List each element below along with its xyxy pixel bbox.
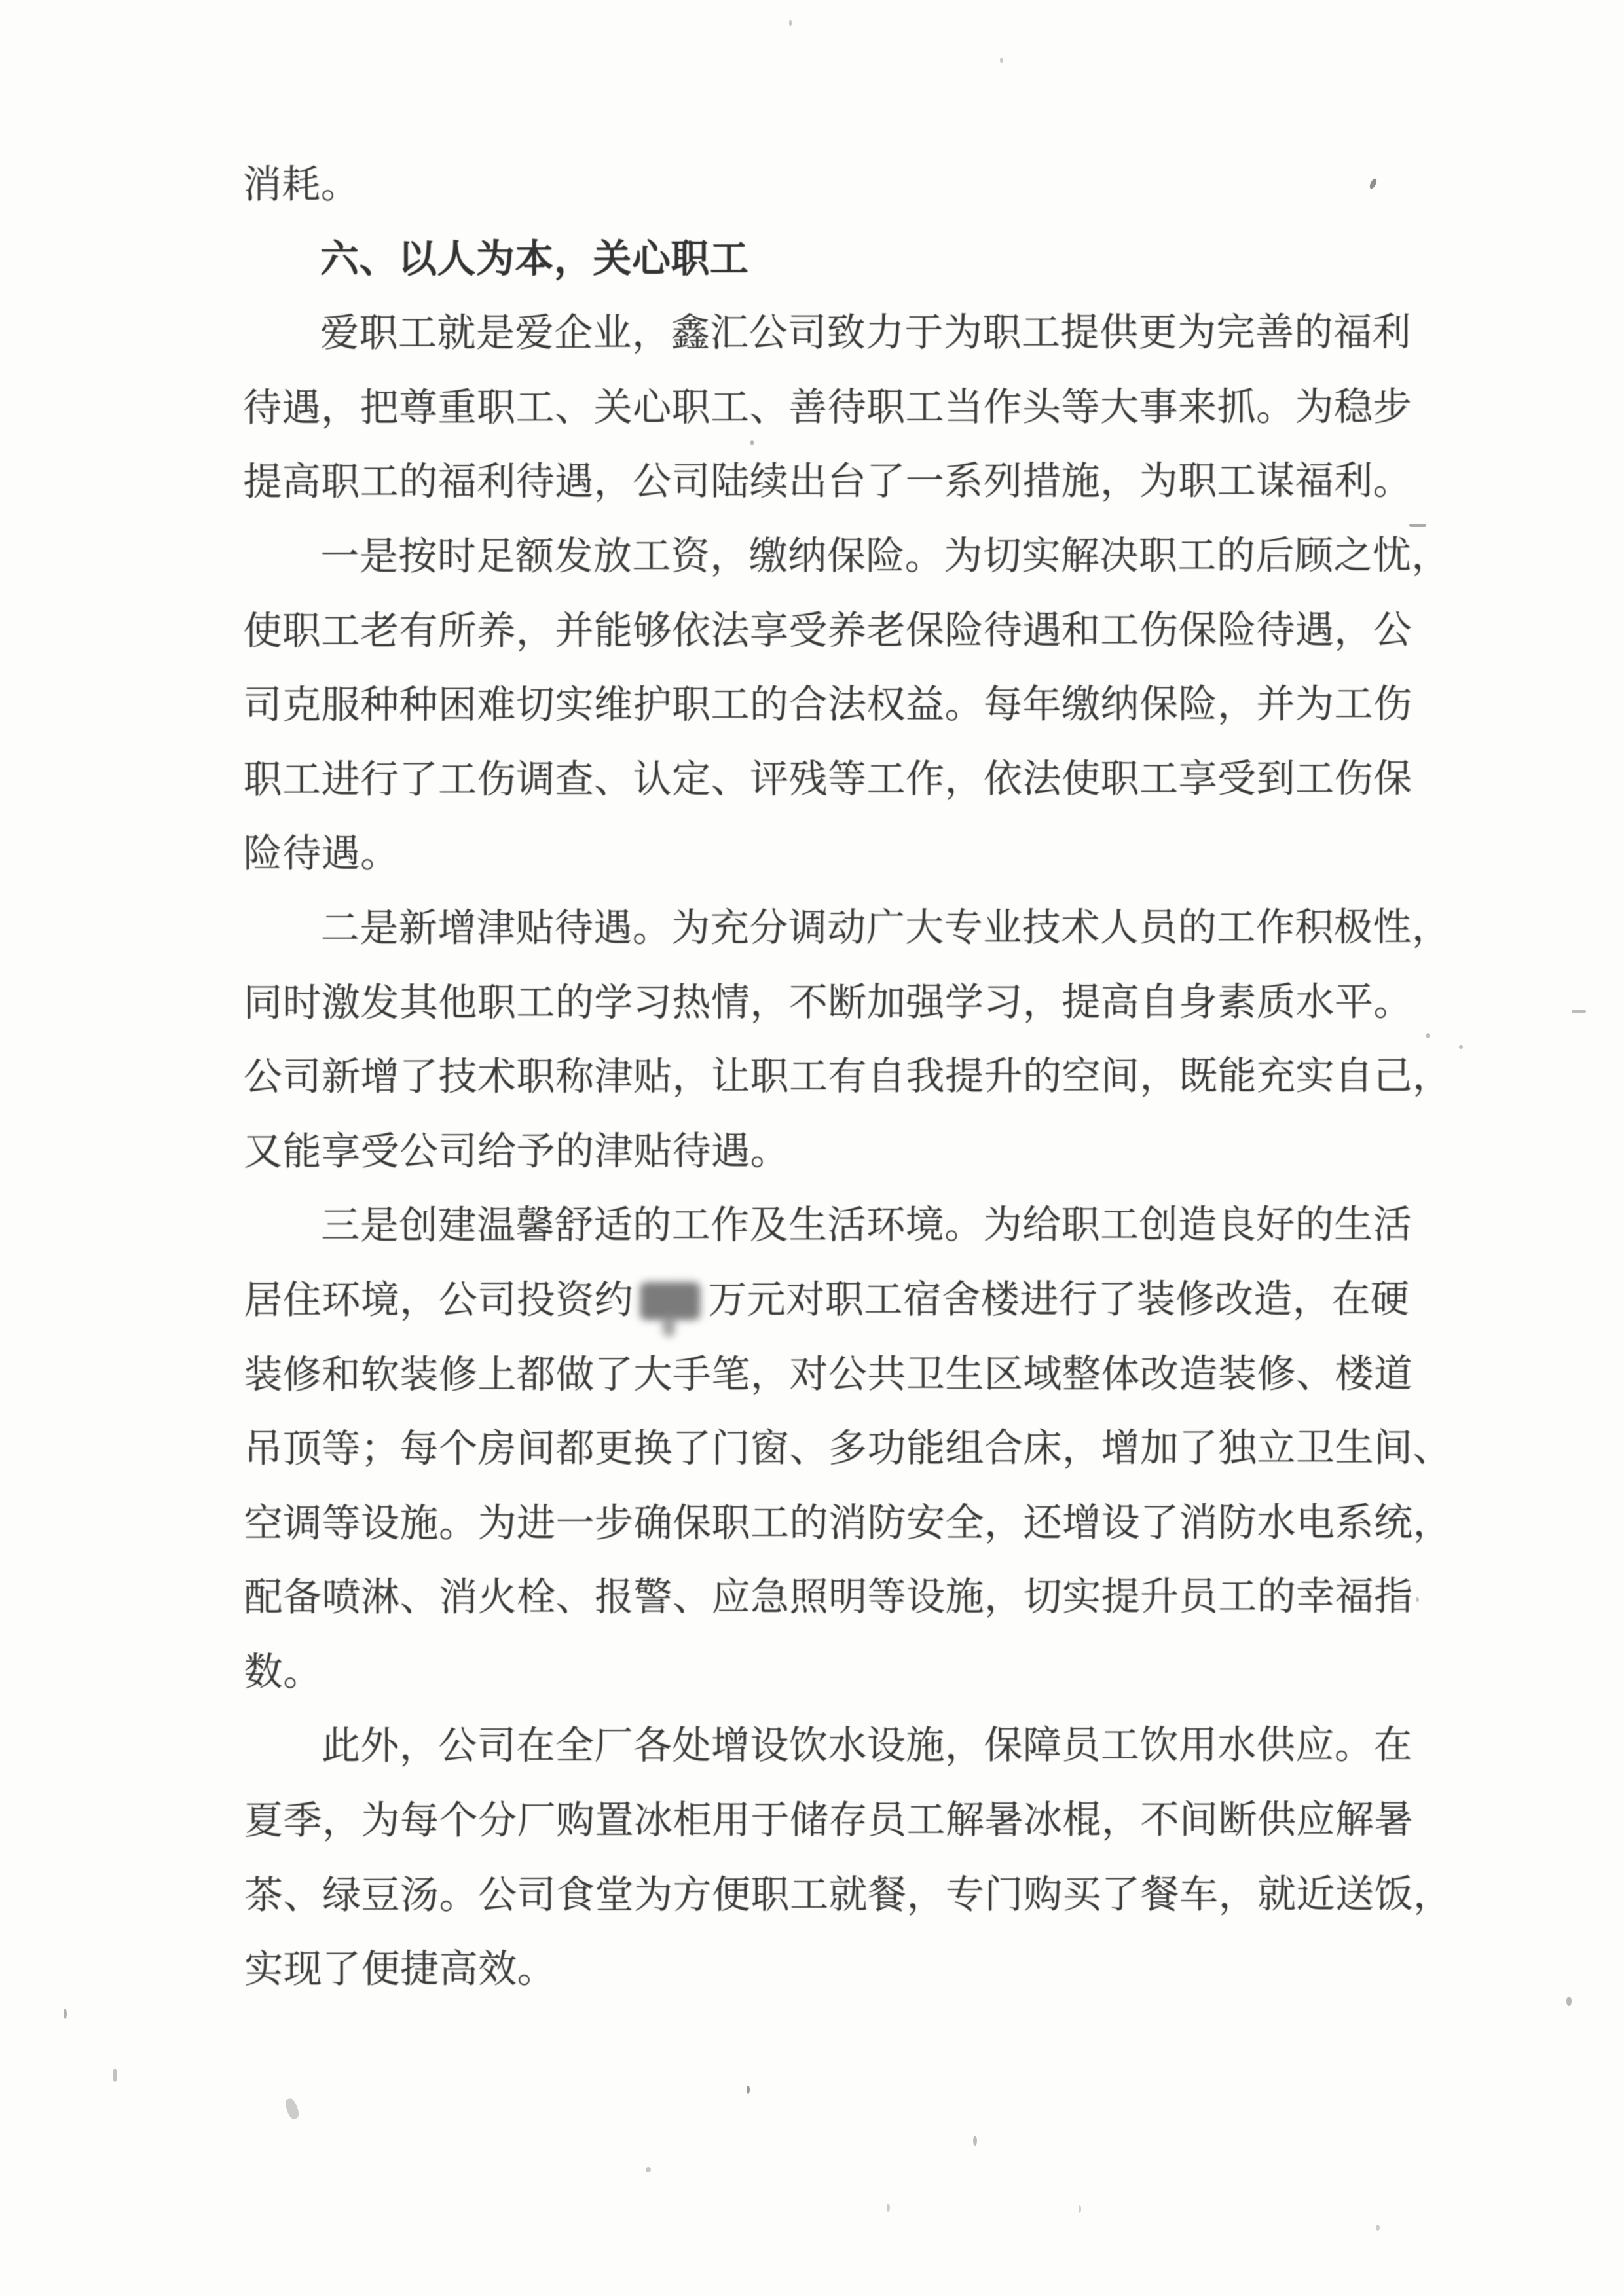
text-line: 装修和软装修上都做了大手笔，对公共卫生区域整体改造装修、楼道	[244, 1351, 1413, 1396]
text-line: 一是按时足额发放工资，缴纳保险。为切实解决职工的后顾之忧，	[320, 534, 1450, 578]
section-heading: 六、以人为本，关心职工	[320, 236, 749, 281]
scan-speck	[1459, 1045, 1463, 1049]
text-line: 吊顶等；每个房间都更换了门窗、多功能组合床，增加了独立卫生间、	[244, 1426, 1452, 1470]
scan-speck	[1409, 524, 1426, 527]
text-line: 司克服种种困难切实维护职工的合法权益。每年缴纳保险，并为工伤	[243, 682, 1412, 727]
scan-speck	[789, 20, 792, 26]
text-line: 此外，公司在全厂各处增设饮水设施，保障员工饮用水供应。在	[321, 1723, 1412, 1768]
scan-speck	[1079, 2205, 1081, 2213]
document-text	[243, 147, 1475, 2007]
scan-speck	[1572, 1010, 1586, 1013]
scan-speck	[1000, 58, 1003, 63]
scan-speck	[747, 2086, 750, 2094]
text-line: 数。	[244, 1650, 322, 1694]
scan-speck	[1566, 1997, 1572, 2006]
scan-speck	[1376, 2225, 1380, 2231]
text-line: 三是创建温馨舒适的工作及生活环境。为给职工创造良好的生活	[321, 1203, 1412, 1248]
text-line: 又能享受公司给予的津贴待遇。	[244, 1129, 790, 1173]
text-line: 夏季，为每个分厂购置冰柜用于储存员工解暑冰棍，不间断供应解暑	[244, 1798, 1414, 1842]
scan-speck	[646, 2167, 651, 2172]
text-line: 二是新增津贴待遇。为充分调动广大专业技术人员的工作积极性，	[320, 905, 1451, 950]
text-after-redaction: 万元对职工宿舍楼进行了装修改造，在硬	[708, 1277, 1410, 1322]
scan-speck	[64, 2009, 67, 2019]
text-line: 空调等设施。为进一步确保职工的消防安全，还增设了消防水电系统，	[244, 1500, 1452, 1545]
text-line: 茶、绿豆汤。公司食堂为方便职工就餐，专门购买了餐车，就近送饭，	[244, 1872, 1452, 1917]
text-line: 险待遇。	[243, 831, 399, 876]
scan-speck	[973, 2136, 977, 2146]
scan-speck	[887, 2204, 890, 2212]
text-line: 公司新增了技术职称津贴，让职工有自我提升的空间，既能充实自己，	[243, 1054, 1452, 1099]
text-line: 提高职工的福利待遇，公司陆续出台了一系列措施，为职工谋福利。	[243, 459, 1412, 504]
scan-speck	[750, 440, 754, 445]
text-line: 消耗。	[242, 162, 360, 206]
text-before-redaction: 居住环境，公司投资约	[244, 1278, 634, 1322]
text-line: 同时激发其他职工的学习热情，不断加强学习，提高自身素质水平。	[243, 979, 1412, 1025]
scan-speck	[284, 2097, 301, 2121]
scan-speck	[1426, 1033, 1430, 1038]
scan-speck	[113, 2069, 117, 2082]
text-line-with-redaction	[244, 1262, 1475, 1338]
text-line: 职工进行了工伤调查、认定、评残等工作，依法使职工享受到工伤保	[243, 757, 1412, 801]
redaction-blur	[640, 1283, 700, 1321]
scan-speck	[1416, 1597, 1419, 1602]
text-line: 配备喷淋、消火栓、报警、应急照明等设施，切实提升员工的幸福指	[244, 1575, 1413, 1620]
text-line: 实现了便捷高效。	[244, 1947, 557, 1992]
text-line: 待遇，把尊重职工、关心职工、善待职工当作头等大事来抓。为稳步	[243, 385, 1412, 429]
text-line: 爱职工就是爱企业，鑫汇公司致力于为职工提供更为完善的福利	[320, 310, 1412, 355]
text-line: 使职工老有所养，并能够依法享受养老保险待遇和工伤保险待遇，公	[243, 608, 1412, 653]
